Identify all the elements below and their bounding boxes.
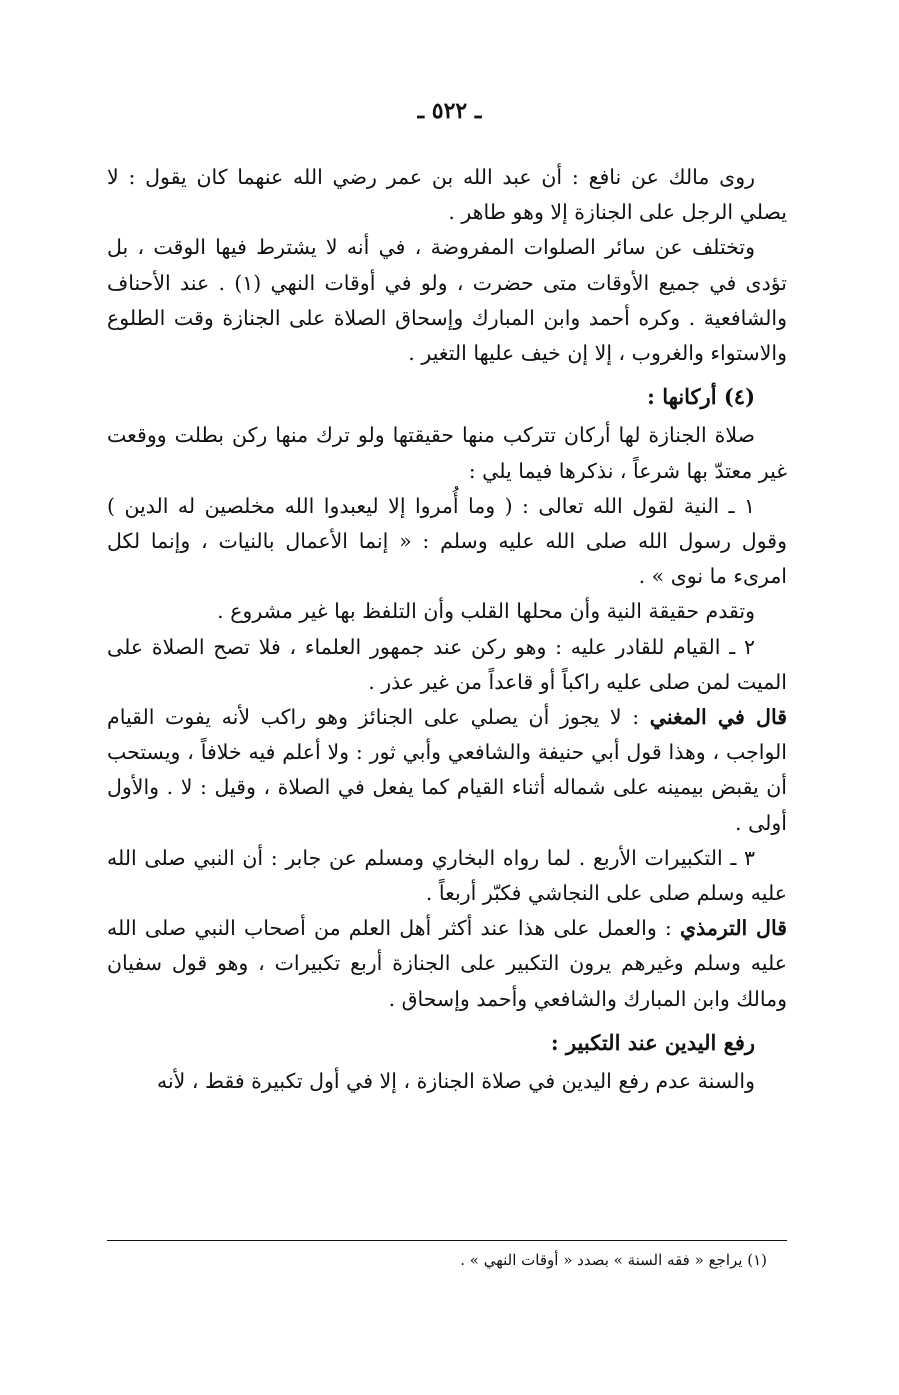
mughni-text: : لا يجوز أن يصلي على الجنائز وهو راكب لأنه يفوت القيام الواجب ، وهذا قول أبي حنيفة والشافعي وأبي ثور : ولا أعلم فيه خلافاً ، ويستحب أن يقبض بيمينه على شماله أثناء القيام كما يفعل في الصلاة ، وقيل : لا . والأول أولى . — [107, 705, 787, 835]
paragraph-niyya-note: وتقدم حقيقة النية وأن محلها القلب وأن التلفظ بها غير مشروع . — [217, 599, 755, 624]
paragraph-raf: والسنة عدم رفع اليدين في صلاة الجنازة ، إلا في أول تكبيرة فقط ، لأنه — [156, 1069, 755, 1094]
footnote: (١) يراجع « فقه السنة » بصدد « أوقات النهي » . — [460, 1251, 767, 1269]
section-heading-arkan: (٤) أركانها : — [647, 384, 755, 410]
paragraph-malik: روى مالك عن نافع : أن عبد الله بن عمر رضي الله عنهما كان يقول : لا يصلي الرجل على الجنازة إلا وهو طاهر . — [107, 165, 787, 225]
paragraph-tirmidhi — [107, 911, 787, 1017]
main-text — [107, 160, 787, 1099]
footnote-divider — [107, 1240, 787, 1241]
paragraph-timing: وتختلف عن سائر الصلوات المفروضة ، في أنه لا يشترط فيها الوقت ، بل تؤدى في جميع الأوقات متى حضرت ، ولو في أوقات النهي (١) . عند الأحناف والشافعية . وكره أحمد وابن المبارك وإسحاق الصلاة على الجنازة وقت الطلوع والاستواء والغروب ، إلا إن خيف عليها التغير . — [107, 235, 787, 366]
tirmidhi-lead: قال الترمذي — [680, 916, 787, 941]
paragraph-takbirat: ٣ ـ التكبيرات الأربع . لما رواه البخاري ومسلم عن جابر : أن النبي صلى الله عليه وسلم صلى على النجاشي فكبّر أربعاً . — [107, 845, 787, 906]
page-number: ـ ٥٢٢ ـ — [417, 98, 482, 124]
paragraph-mughni — [107, 700, 787, 841]
tirmidhi-text: : والعمل على هذا عند أكثر أهل العلم من أصحاب النبي صلى الله عليه وسلم وغيرهم يرون التكبير على الجنازة أربع تكبيرات ، وهو قول سفيان ومالك وابن المبارك والشافعي وأحمد وإسحاق . — [107, 916, 787, 1011]
paragraph-arkan-intro: صلاة الجنازة لها أركان تتركب منها حقيقتها ولو ترك منها ركن بطلت ووقعت غير معتدّ بها شرعاً ، نذكرها فيما يلي : — [107, 423, 787, 483]
section-heading-raf: رفع اليدين عند التكبير : — [550, 1029, 755, 1055]
paragraph-qiyam: ٢ ـ القيام للقادر عليه : وهو ركن عند جمهور العلماء ، فلا تصح الصلاة على الميت لمن صلى عليه راكباً أو قاعداً من غير عذر . — [107, 634, 787, 694]
mughni-lead: قال في المغني — [649, 705, 787, 730]
paragraph-niyya: ١ ـ النية لقول الله تعالى : ( وما أُمروا إلا ليعبدوا الله مخلصين له الدين ) وقول رسول الله صلى الله عليه وسلم : « إنما الأعمال بالنيات ، وإنما لكل امرىء ما نوى » . — [107, 493, 787, 589]
